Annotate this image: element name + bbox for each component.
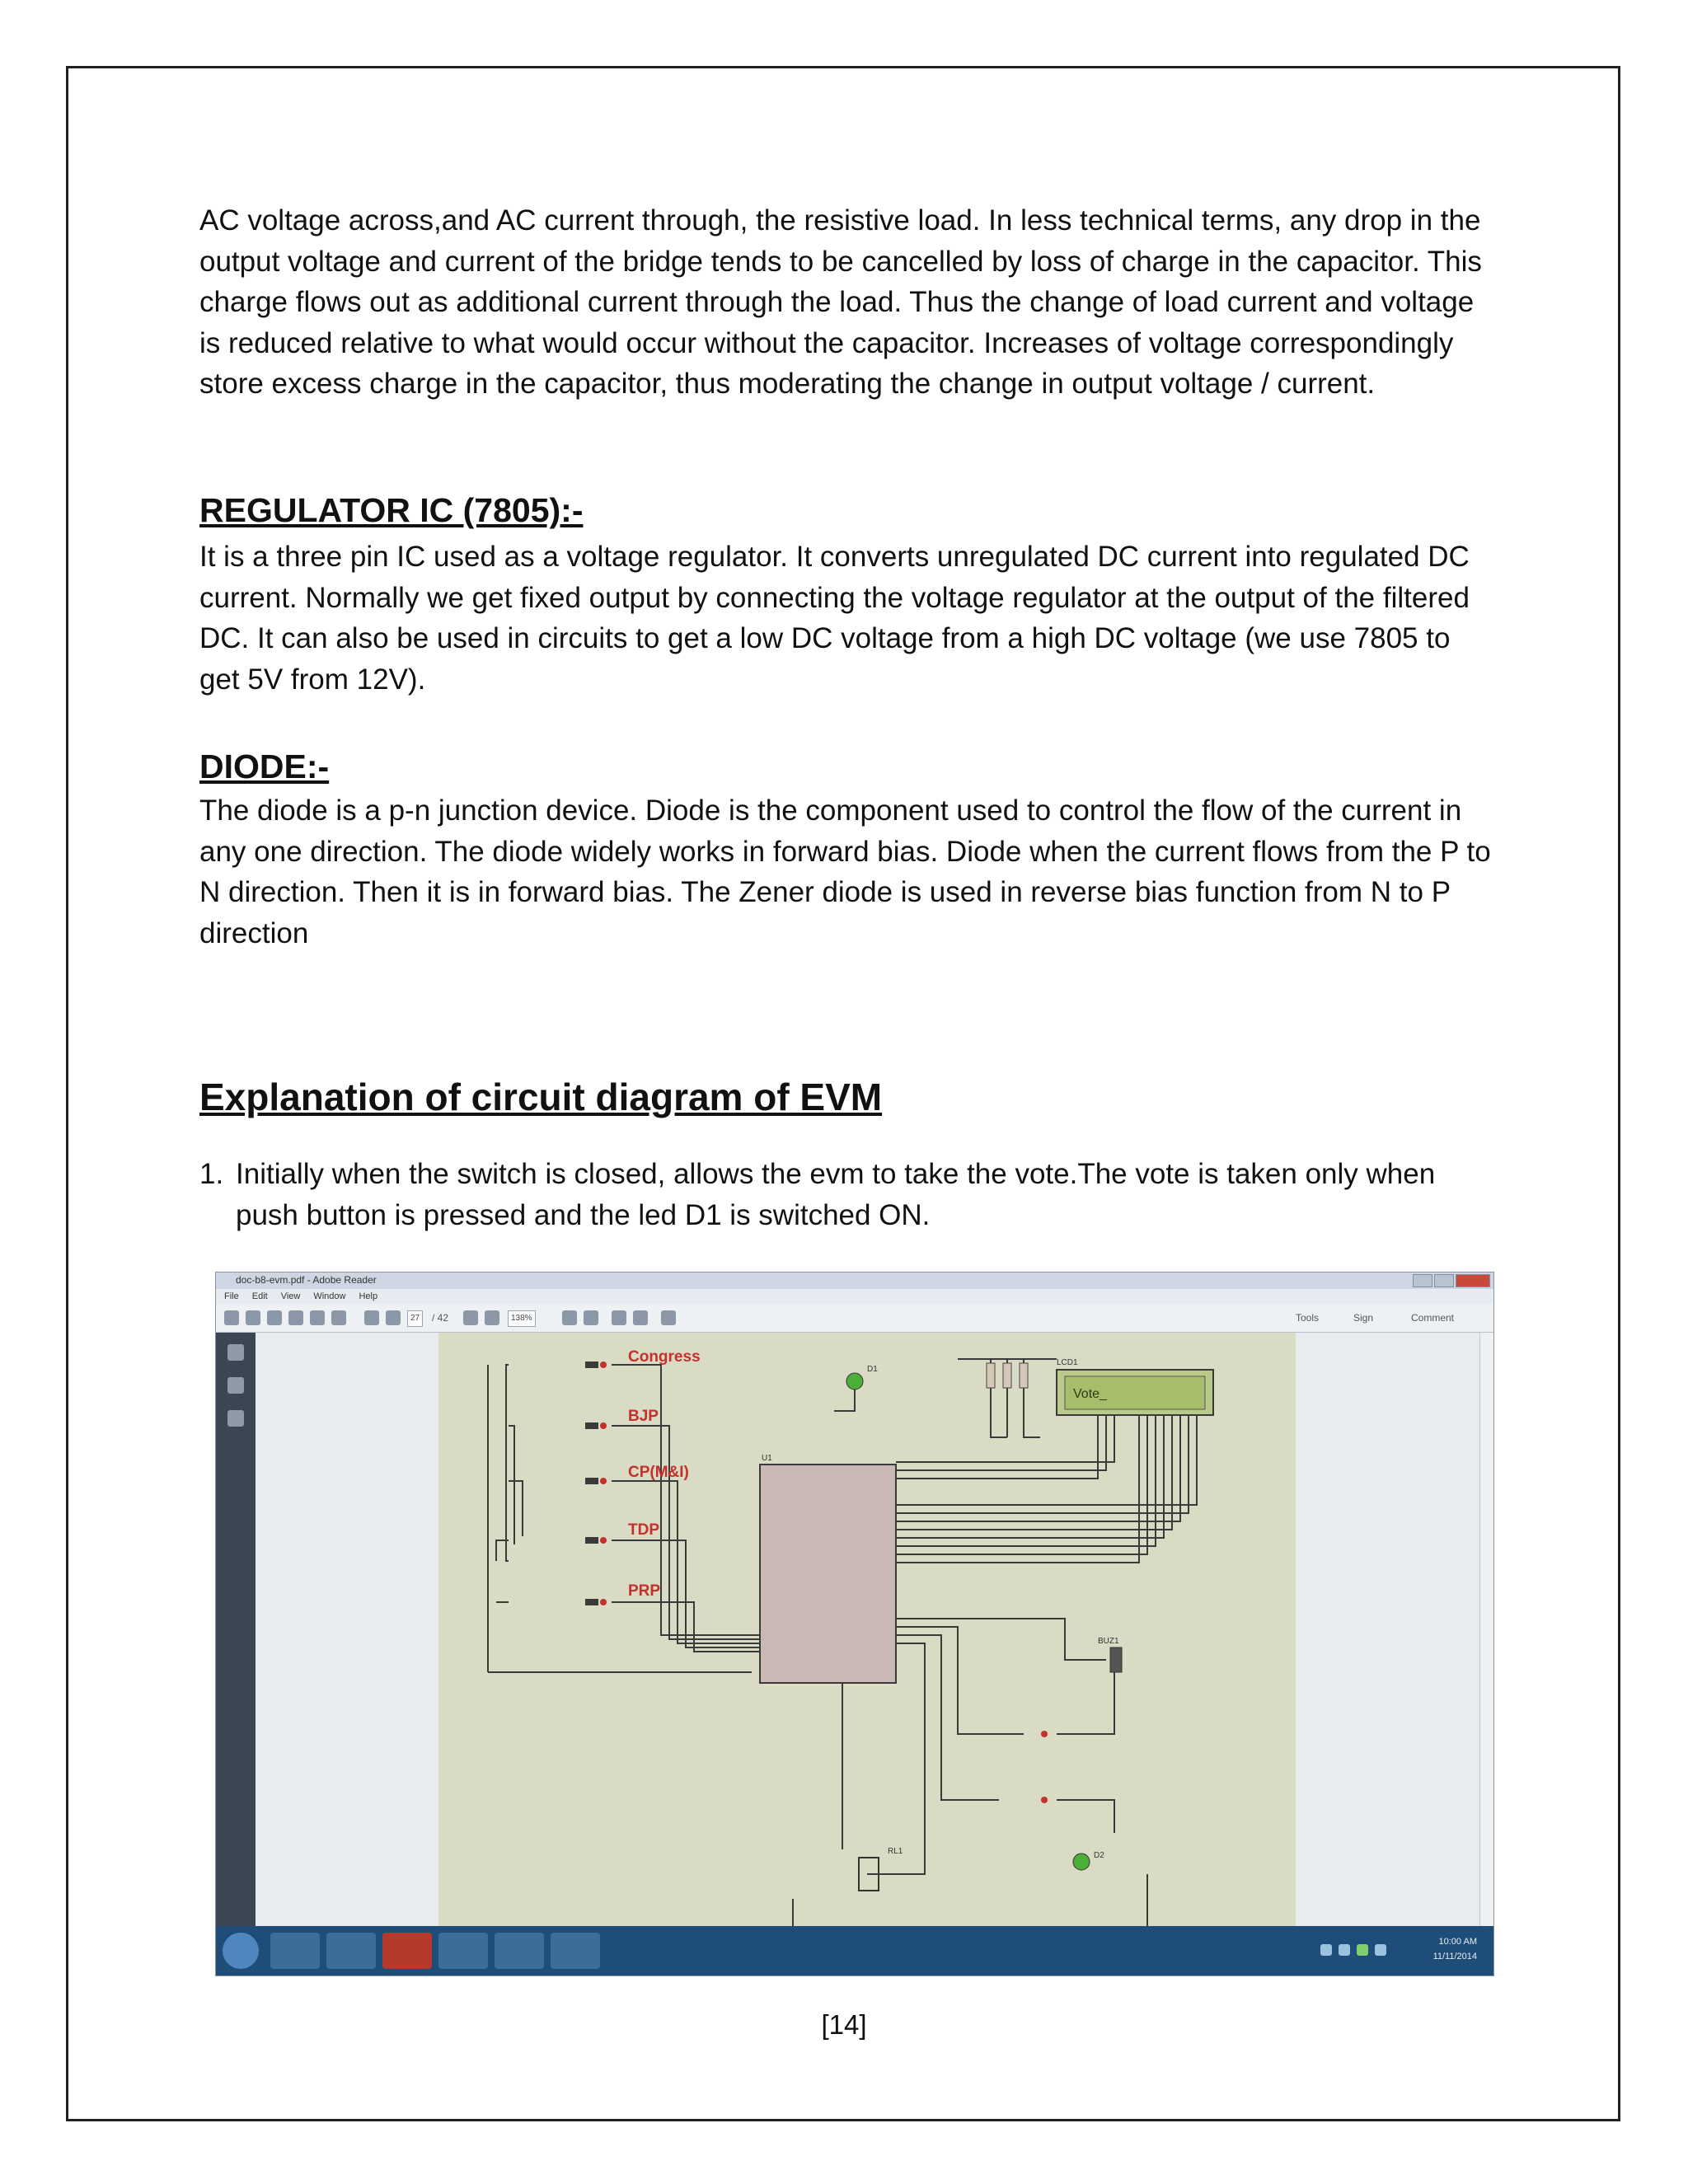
network-icon[interactable] bbox=[1320, 1944, 1332, 1956]
diode-text: The diode is a p-n junction device. Diode is the component used to control the flow of the current in any one direction. The diode widely works in forward bias. Diode when the current flows from the P to N direction. Then it is in forward bias. The Zener diode is used in reverse bias function from N to P direction bbox=[199, 794, 1491, 949]
system-tray bbox=[1320, 1944, 1386, 1956]
party-label: CP(M&I) bbox=[628, 1464, 689, 1481]
evm-circuit-screenshot bbox=[215, 1272, 1494, 1976]
flag-icon[interactable] bbox=[1375, 1944, 1386, 1956]
clock-time: 10:00 AM bbox=[1438, 1937, 1477, 1947]
clock-date: 11/11/2014 bbox=[1432, 1952, 1477, 1961]
circuit-schematic bbox=[216, 1272, 1493, 1975]
menu-help[interactable]: Help bbox=[359, 1291, 378, 1301]
adobe-reader-taskbar-button[interactable] bbox=[382, 1933, 432, 1969]
led-d1 bbox=[846, 1373, 863, 1390]
menu-file[interactable]: File bbox=[224, 1291, 239, 1301]
ic-label: U1 bbox=[762, 1454, 772, 1463]
explanation-list bbox=[199, 1154, 1493, 1235]
party-label: PRP bbox=[628, 1582, 661, 1600]
ie-taskbar-button[interactable] bbox=[495, 1933, 544, 1969]
party-label: Congress bbox=[628, 1348, 701, 1366]
zoom-input[interactable]: 138% bbox=[508, 1310, 536, 1327]
window-title: doc-b8-evm.pdf - Adobe Reader bbox=[236, 1274, 377, 1286]
led-label: D1 bbox=[867, 1365, 878, 1374]
buzzer bbox=[1110, 1647, 1122, 1672]
regulator-heading: REGULATOR IC (7805):- bbox=[199, 491, 584, 529]
list-text: Initially when the switch is closed, allows the evm to take the vote.The vote is taken only when push button is pressed and the led D1 is switched ON. bbox=[236, 1158, 1436, 1231]
led-label: D2 bbox=[1094, 1851, 1104, 1860]
comment-tab[interactable]: Comment bbox=[1411, 1312, 1455, 1324]
page-total: / 42 bbox=[432, 1312, 449, 1324]
lcd-text: Vote_ bbox=[1073, 1387, 1107, 1401]
windows-taskbar bbox=[216, 1926, 1493, 1975]
menu-window[interactable]: Window bbox=[313, 1291, 346, 1301]
led-d2 bbox=[1073, 1854, 1090, 1870]
diode-heading: DIODE:- bbox=[199, 748, 330, 785]
explanation-heading: Explanation of circuit diagram of EVM bbox=[199, 1076, 883, 1118]
chrome-taskbar-button[interactable] bbox=[438, 1933, 488, 1969]
menu-view[interactable]: View bbox=[280, 1291, 301, 1301]
microcontroller-chip bbox=[760, 1465, 896, 1683]
tools-tab[interactable]: Tools bbox=[1296, 1312, 1320, 1324]
buzzer-label: BUZ1 bbox=[1098, 1637, 1119, 1646]
page-number: [14] bbox=[821, 2009, 867, 2040]
list-number: 1. bbox=[199, 1158, 224, 1190]
start-button[interactable] bbox=[223, 1933, 259, 1969]
app-taskbar-button[interactable] bbox=[326, 1933, 376, 1969]
page-number-input[interactable]: 27 bbox=[407, 1310, 423, 1327]
battery-icon[interactable] bbox=[1357, 1944, 1368, 1956]
taskbar-clock[interactable] bbox=[1433, 1934, 1477, 1964]
intro-text: AC voltage across,and AC current through, the resistive load. In less technical terms, any drop in the output voltage and current of the bridge tends to be cancelled by loss of charge in the capacitor. This charge flows out as additional current through the load. Thus the change of load current and voltage is reduced relative to what would occur without the capacitor. Increases of voltage correspondingly store excess charge in the capacitor, thus moderating the change in output voltage / current. bbox=[199, 204, 1482, 400]
lcd-label: LCD1 bbox=[1057, 1358, 1078, 1367]
tool-taskbar-button[interactable] bbox=[551, 1933, 600, 1969]
relay-label: RL1 bbox=[888, 1847, 903, 1856]
explorer-taskbar-button[interactable] bbox=[270, 1933, 320, 1969]
regulator-text: It is a three pin IC used as a voltage regulator. It converts unregulated DC current into regulated DC current. Normally we get fixed output by connecting the voltage regulator at the output of the filtered DC. It can also be used in circuits to get a low DC voltage from a high DC voltage (we use 7805 to get 5V from 12V). bbox=[199, 541, 1470, 696]
intro-paragraph bbox=[199, 200, 1493, 405]
sign-tab[interactable]: Sign bbox=[1353, 1312, 1374, 1324]
list-item bbox=[199, 1154, 1493, 1235]
volume-icon[interactable] bbox=[1339, 1944, 1350, 1956]
party-label: TDP bbox=[628, 1521, 659, 1539]
party-label: BJP bbox=[628, 1408, 659, 1425]
menu-edit[interactable]: Edit bbox=[251, 1291, 268, 1301]
